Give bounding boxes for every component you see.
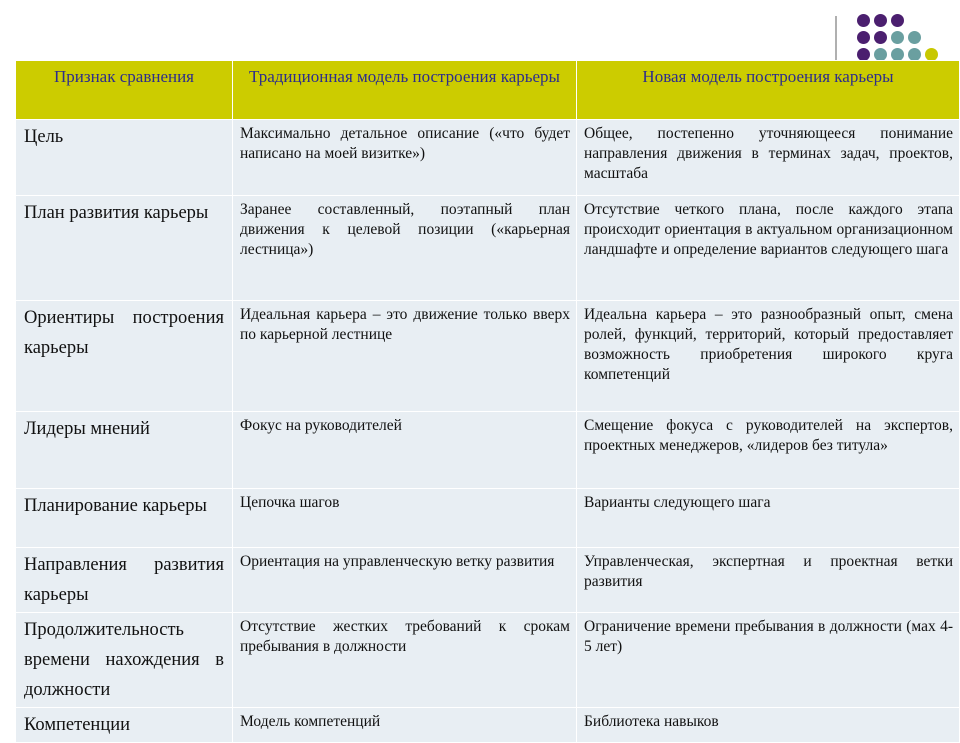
dot bbox=[874, 14, 887, 27]
table-row bbox=[16, 548, 960, 613]
table-row bbox=[16, 120, 960, 196]
criterion-cell: Планирование карьеры bbox=[16, 489, 233, 548]
criterion-cell: Направления развития карьеры bbox=[16, 548, 233, 613]
traditional-cell: Модель компетенций bbox=[233, 708, 577, 743]
table-row bbox=[16, 196, 960, 301]
table-row bbox=[16, 489, 960, 548]
criterion-cell: Продолжительность времени нахождения в должности bbox=[16, 613, 233, 708]
traditional-cell: Максимально детальное описание («что будет написано на моей визитке») bbox=[233, 120, 577, 196]
criterion-cell: Лидеры мнений bbox=[16, 412, 233, 489]
traditional-cell: Отсутствие жестких требований к срокам пребывания в должности bbox=[233, 613, 577, 708]
dot bbox=[857, 31, 870, 44]
new-model-cell: Отсутствие четкого плана, после каждого этапа происходит ориентация в актуальном организационном ландшафте и определение вариантов следующего шага bbox=[577, 196, 960, 301]
table-row bbox=[16, 301, 960, 412]
criterion-cell: Ориентиры построения карьеры bbox=[16, 301, 233, 412]
new-model-cell: Библиотека навыков bbox=[577, 708, 960, 743]
dot bbox=[857, 14, 870, 27]
new-model-cell: Ограничение времени пребывания в должности (мах 4-5 лет) bbox=[577, 613, 960, 708]
traditional-cell: Фокус на руководителей bbox=[233, 412, 577, 489]
table-row bbox=[16, 708, 960, 743]
criterion-cell: Цель bbox=[16, 120, 233, 196]
table-header-row bbox=[16, 61, 960, 120]
dot bbox=[891, 31, 904, 44]
criterion-cell: Компетенции bbox=[16, 708, 233, 743]
dot bbox=[891, 14, 904, 27]
table-row bbox=[16, 412, 960, 489]
header-criterion: Признак сравнения bbox=[16, 61, 233, 120]
new-model-cell: Варианты следующего шага bbox=[577, 489, 960, 548]
traditional-cell: Заранее составленный, поэтапный план движения к целевой позиции («карьерная лестница») bbox=[233, 196, 577, 301]
new-model-cell: Смещение фокуса с руководителей на экспертов, проектных менеджеров, «лидеров без титула» bbox=[577, 412, 960, 489]
new-model-cell: Идеальна карьера – это разнообразный опыт, смена ролей, функций, территорий, который предоставляет возможность приобретения широкого круга компетенций bbox=[577, 301, 960, 412]
new-model-cell: Управленческая, экспертная и проектная ветки развития bbox=[577, 548, 960, 613]
decorative-dots bbox=[855, 14, 955, 64]
new-model-cell: Общее, постепенно уточняющееся понимание направления движения в терминах задач, проектов, масштаба bbox=[577, 120, 960, 196]
traditional-cell: Ориентация на управленческую ветку развития bbox=[233, 548, 577, 613]
dot bbox=[874, 31, 887, 44]
header-new-model: Новая модель построения карьеры bbox=[577, 61, 960, 120]
dot bbox=[908, 31, 921, 44]
comparison-table bbox=[15, 60, 960, 743]
criterion-cell: План развития карьеры bbox=[16, 196, 233, 301]
header-traditional-model: Традиционная модель построения карьеры bbox=[233, 61, 577, 120]
traditional-cell: Идеальная карьера – это движение только вверх по карьерной лестнице bbox=[233, 301, 577, 412]
table-row bbox=[16, 613, 960, 708]
traditional-cell: Цепочка шагов bbox=[233, 489, 577, 548]
